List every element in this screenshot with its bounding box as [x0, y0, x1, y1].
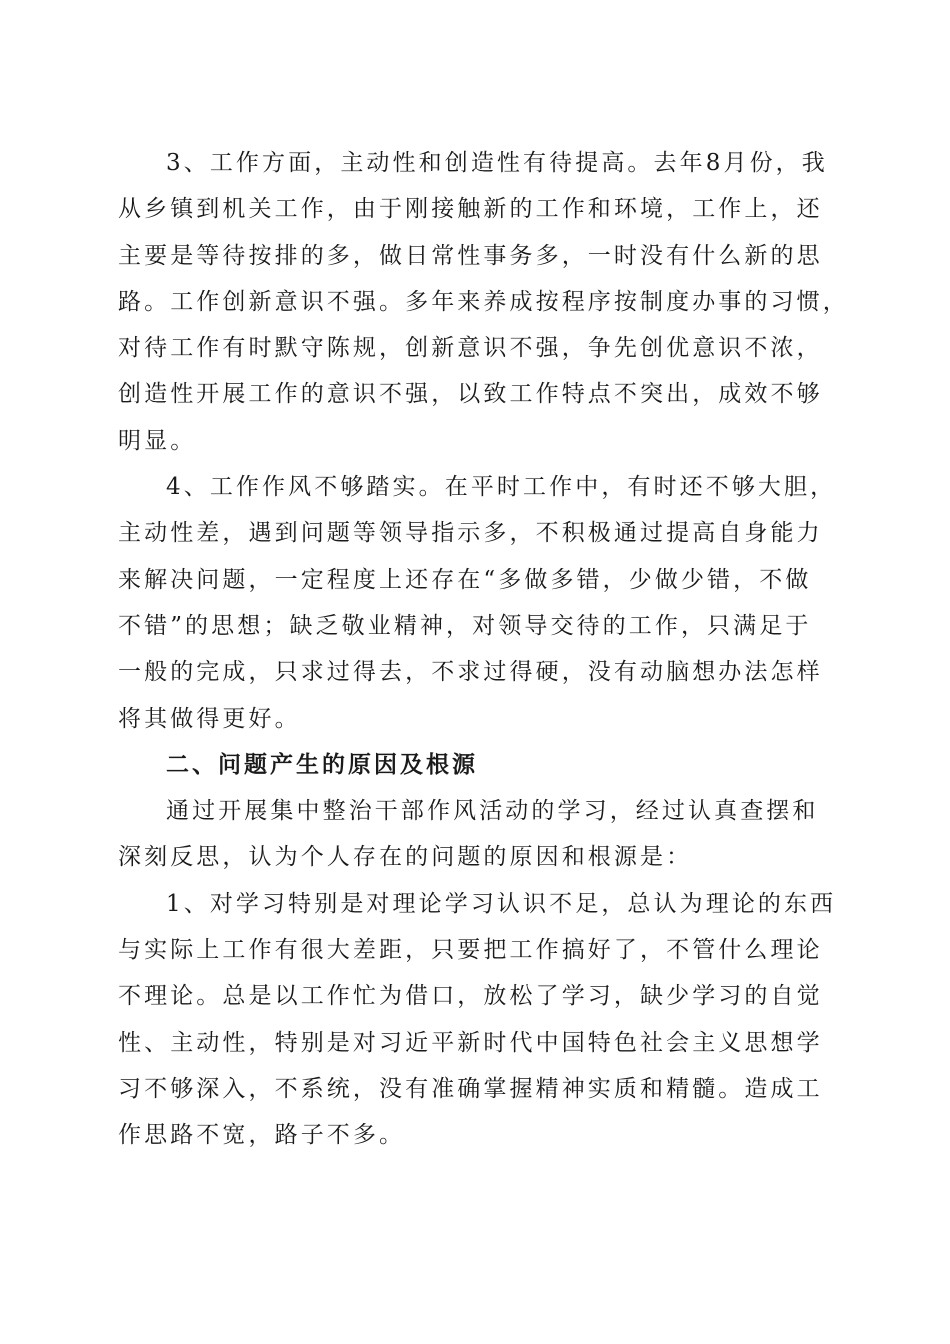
- paragraph-3-line-7: 明显。: [118, 427, 197, 454]
- paragraph-3-line-3: 主要是等待按排的多，做日常性事务多，一时没有什么新的思: [118, 242, 823, 269]
- paragraph-3-line-2: 从乡镇到机关工作，由于刚接触新的工作和环境，工作上，还: [118, 196, 823, 223]
- paragraph-3-line-6: 创造性开展工作的意识不强，以致工作特点不突出，成效不够: [118, 381, 823, 408]
- paragraph-4-line-6: 将其做得更好。: [118, 705, 301, 732]
- paragraph-cause-1-line-6: 作思路不宽，路子不多。: [118, 1122, 406, 1149]
- section-heading: 二、问题产生的原因及根源: [166, 751, 478, 778]
- paragraph-cause-1-line-5: 习不够深入，不系统，没有准确掌握精神实质和精髓。造成工: [118, 1075, 823, 1102]
- intro-line-1: 通过开展集中整治干部作风活动的学习，经过认真查摆和: [166, 798, 819, 825]
- paragraph-cause-1-line-2: 与实际上工作有很大差距，只要把工作搞好了，不管什么理论: [118, 937, 823, 964]
- paragraph-3-line-5: 对待工作有时默守陈规，创新意识不强，争先创优意识不浓，: [118, 335, 823, 362]
- paragraph-4-line-3: 来解决问题，一定程度上还存在“多做多错，少做少错，不做: [118, 566, 812, 593]
- paragraph-cause-1-line-1: 1、对学习特别是对理论学习认识不足，总认为理论的东西: [166, 890, 837, 917]
- paragraph-cause-1-line-3: 不理论。总是以工作忙为借口，放松了学习，缺少学习的自觉: [118, 983, 823, 1010]
- paragraph-3-line-1: 3、工作方面，主动性和创造性有待提高。去年8月份，我: [166, 150, 828, 176]
- paragraph-3-line-4: 路。工作创新意识不强。多年来养成按程序按制度办事的习惯，: [118, 288, 849, 315]
- paragraph-4-line-2: 主动性差，遇到问题等领导指示多，不积极通过提高自身能力: [118, 520, 823, 547]
- paragraph-4-line-4: 不错”的思想；缺乏敬业精神，对领导交待的工作，只满足于: [118, 612, 812, 639]
- paragraph-cause-1-line-4: 性、主动性，特别是对习近平新时代中国特色社会主义思想学: [118, 1029, 823, 1056]
- document-page: [118, 140, 849, 1159]
- paragraph-4-line-5: 一般的完成，只求过得去，不求过得硬，没有动脑想办法怎样: [118, 659, 823, 686]
- paragraph-4-line-1: 4、工作作风不够踏实。在平时工作中，有时还不够大胆，: [166, 474, 837, 501]
- intro-line-2: 深刻反思，认为个人存在的问题的原因和根源是：: [118, 844, 693, 871]
